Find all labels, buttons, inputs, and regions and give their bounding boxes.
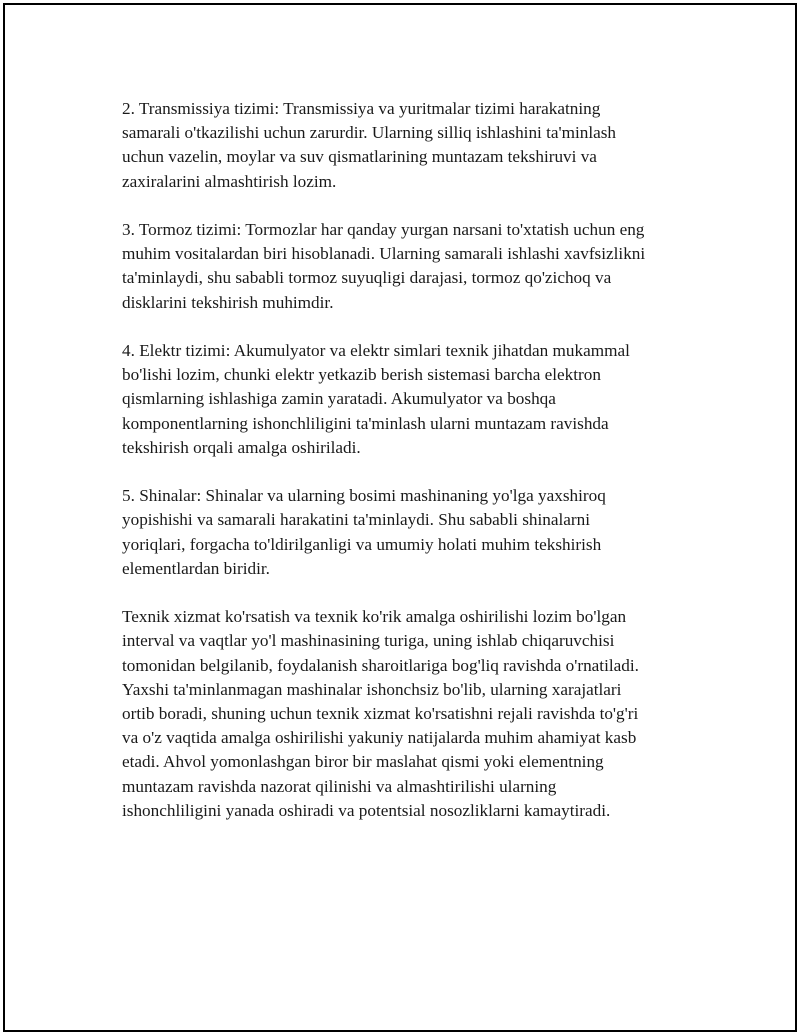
paragraph-electrical-system — [122, 339, 702, 460]
text-line: disklarini tekshirish muhimdir. — [122, 292, 334, 312]
text-line: elementlardan biridir. — [122, 558, 270, 578]
text-line: samarali o'tkazilishi uchun zarurdir. Ularning silliq ishlashini ta'minlash — [122, 123, 617, 143]
document-body — [122, 97, 702, 847]
paragraph-tires — [122, 484, 702, 581]
text-line: qismlarning ishlashiga zamin yaratadi. Akumulyator va boshqa — [122, 389, 556, 409]
text-line: ta'minlaydi, shu sababli tormoz suyuqligi darajasi, tormoz qo'zichoq va — [122, 268, 612, 288]
text-line: interval va vaqtlar yo'l mashinasining turiga, uning ishlab chiqaruvchisi — [122, 631, 615, 651]
text-line: etadi. Ahvol yomonlashgan biror bir maslahat qismi yoki elementning — [122, 752, 604, 772]
text-line: zaxiralarini almashtirish lozim. — [122, 171, 337, 191]
text-line: 5. Shinalar: Shinalar va ularning bosimi mashinaning yo'lga yaxshiroq — [122, 486, 606, 506]
text-line: tomonidan belgilanib, foydalanish sharoitlariga bog'liq ravishda o'rnatiladi. — [122, 655, 639, 675]
paragraph-brake-system — [122, 218, 702, 315]
text-line: yoriqlari, forgacha to'ldirilganligi va umumiy holati muhim tekshirish — [122, 534, 602, 554]
text-line: 4. Elektr tizimi: Akumulyator va elektr simlari texnik jihatdan mukammal — [122, 341, 630, 360]
text-line: tekshirish orqali amalga oshiriladi. — [122, 437, 361, 457]
text-line: 2. Transmissiya tizimi: Transmissiya va yuritmalar tizimi harakatning — [122, 99, 601, 118]
text-line: ortib boradi, shuning uchun texnik xizmat ko'rsatishni rejali ravishda to'g'ri — [122, 704, 639, 724]
text-line: yopishishi va samarali harakatini ta'minlaydi. Shu sababli shinalarni — [122, 510, 591, 530]
text-line: Texnik xizmat ko'rsatish va texnik ko'rik amalga oshirilishi lozim bo'lgan — [122, 607, 627, 627]
paragraph-transmission-system — [122, 97, 702, 194]
text-line: uchun vazelin, moylar va suv qismatlarining muntazam tekshiruvi va — [122, 147, 597, 167]
text-line: ishonchliligini yanada oshiradi va potentsial nosozliklarni kamaytiradi. — [122, 800, 611, 820]
text-line: 3. Tormoz tizimi: Tormozlar har qanday yurgan narsani to'xtatish uchun eng — [122, 220, 645, 239]
text-line: komponentlarning ishonchliligini ta'minlash ularni muntazam ravishda — [122, 413, 609, 433]
text-line: muhim vositalardan biri hisoblanadi. Ularning samarali ishlashi xavfsizlikni — [122, 244, 646, 264]
text-line: bo'lishi lozim, chunki elektr yetkazib berish sistemasi barcha elektron — [122, 365, 601, 385]
paragraph-maintenance-summary — [122, 605, 702, 823]
text-line: va o'z vaqtida amalga oshirilishi yakuniy natijalarda muhim ahamiyat kasb — [122, 728, 637, 748]
text-line: muntazam ravishda nazorat qilinishi va almashtirilishi ularning — [122, 776, 557, 796]
page-frame — [3, 3, 797, 1032]
text-line: Yaxshi ta'minlanmagan mashinalar ishonchsiz bo'lib, ularning xarajatlari — [122, 679, 622, 699]
